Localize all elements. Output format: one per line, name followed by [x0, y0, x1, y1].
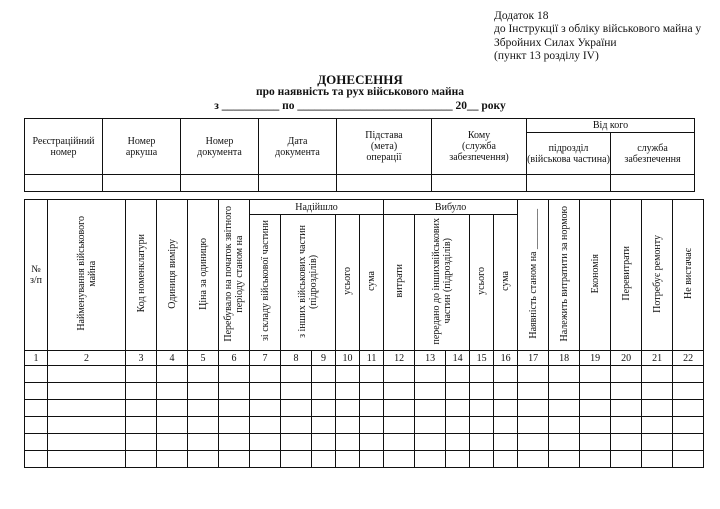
column-number: 6	[219, 351, 250, 366]
column-number: 20	[611, 351, 642, 366]
table-cell	[360, 400, 384, 417]
table-cell	[518, 451, 549, 468]
table-row	[25, 451, 704, 468]
table-cell	[673, 400, 704, 417]
document-info-table	[24, 118, 695, 192]
table-cell	[360, 366, 384, 383]
table-cell	[157, 434, 188, 451]
table-cell	[518, 400, 549, 417]
table-cell	[360, 434, 384, 451]
table-cell	[25, 434, 48, 451]
table-cell	[384, 366, 415, 383]
col-header-transferred: передано до іншихвійськових частин (підрозділів)	[431, 217, 454, 345]
table-cell	[673, 417, 704, 434]
report-period: з __________ по ___________________________ 20__ року	[214, 100, 506, 112]
table-cell	[126, 366, 157, 383]
table-cell	[673, 366, 704, 383]
table-cell	[446, 383, 470, 400]
table-cell	[527, 175, 611, 192]
table-cell	[250, 434, 281, 451]
column-number: 10	[336, 351, 360, 366]
table-cell	[611, 175, 695, 192]
column-number: 8	[281, 351, 312, 366]
table-cell	[250, 383, 281, 400]
table-cell	[312, 383, 336, 400]
table-cell	[48, 383, 126, 400]
col-header-sum-in: сума	[366, 271, 378, 291]
table-cell	[48, 366, 126, 383]
header-subdivision: підрозділ (військова частина)	[527, 133, 611, 175]
col-header-from-other: з інших військових частин (підрозділів)	[297, 224, 319, 338]
header-from-whom: Від кого	[527, 119, 695, 133]
table-cell	[432, 175, 527, 192]
table-cell	[126, 417, 157, 434]
table-cell	[312, 400, 336, 417]
table-cell	[494, 366, 518, 383]
table-cell	[250, 451, 281, 468]
table-cell	[580, 366, 611, 383]
table-cell	[281, 383, 312, 400]
appendix-line: (пункт 13 розділу IV)	[494, 49, 599, 62]
table-cell	[250, 417, 281, 434]
table-cell	[336, 366, 360, 383]
table-cell	[470, 400, 494, 417]
table-cell	[673, 383, 704, 400]
column-number: 7	[250, 351, 281, 366]
column-number: 19	[580, 351, 611, 366]
table-cell	[446, 400, 470, 417]
col-header-needs-repair: Потребує ремонту	[651, 234, 663, 313]
table-cell	[518, 383, 549, 400]
col-header-total-out: усього	[476, 267, 488, 295]
col-header-was: Перебувало на початок звітного періоду станом на	[223, 205, 245, 342]
table-cell	[157, 417, 188, 434]
table-cell	[336, 417, 360, 434]
table-cell	[25, 366, 48, 383]
col-header-total-in: усього	[342, 267, 353, 295]
column-number: 3	[126, 351, 157, 366]
table-cell	[611, 417, 642, 434]
table-cell	[188, 434, 219, 451]
table-cell	[518, 417, 549, 434]
table-cell	[336, 451, 360, 468]
table-cell	[549, 451, 580, 468]
table-cell	[337, 175, 432, 192]
table-cell	[384, 434, 415, 451]
table-row	[25, 417, 704, 434]
table-cell	[25, 400, 48, 417]
table-cell	[494, 451, 518, 468]
column-number: 15	[470, 351, 494, 366]
table-cell	[25, 175, 103, 192]
appendix-line: до Інструкції з обліку військового майна у	[494, 23, 702, 36]
table-cell	[219, 366, 250, 383]
table-cell	[580, 383, 611, 400]
column-number-row	[25, 351, 704, 366]
col-header-economy: Економія	[589, 253, 601, 294]
table-cell	[48, 400, 126, 417]
table-cell	[611, 366, 642, 383]
col-header-departed: Вибуло	[384, 200, 518, 215]
col-header-missing: Не вистачає	[682, 248, 694, 299]
table-cell	[360, 383, 384, 400]
document-title: ДОНЕСЕННЯ	[317, 72, 403, 87]
table-row	[25, 366, 704, 383]
col-header-unit: Одиниця виміру	[166, 238, 178, 309]
table-cell	[281, 366, 312, 383]
table-cell	[642, 383, 673, 400]
table-cell	[312, 434, 336, 451]
table-cell	[360, 451, 384, 468]
table-cell	[549, 400, 580, 417]
table-cell	[219, 400, 250, 417]
table-cell	[642, 451, 673, 468]
table-cell	[126, 400, 157, 417]
table-cell	[157, 451, 188, 468]
table-cell	[611, 434, 642, 451]
table-cell	[415, 451, 446, 468]
table-cell	[642, 417, 673, 434]
table-cell	[580, 451, 611, 468]
table-cell	[470, 366, 494, 383]
header-supply-service: служба забезпечення	[611, 133, 695, 175]
header-doc-date: Дата документа	[259, 119, 337, 175]
header-to-whom: Кому (служба забезпечення)	[432, 119, 527, 175]
col-header-received: Надійшло	[250, 200, 384, 215]
table-cell	[384, 417, 415, 434]
col-header-code: Код номенклатури	[135, 234, 147, 313]
table-cell	[312, 417, 336, 434]
table-cell	[470, 451, 494, 468]
table-cell	[281, 451, 312, 468]
column-number: 17	[518, 351, 549, 366]
col-header-to-write-off: Належить витратити за нормою	[558, 205, 570, 342]
table-cell	[415, 417, 446, 434]
column-number: 18	[549, 351, 580, 366]
table-cell	[312, 451, 336, 468]
table-cell	[281, 434, 312, 451]
table-cell	[580, 400, 611, 417]
column-number: 21	[642, 351, 673, 366]
table-row	[25, 400, 704, 417]
column-number: 9	[312, 351, 336, 366]
table-cell	[470, 417, 494, 434]
header-sheet-number: Номер аркуша	[103, 119, 181, 175]
col-header-overspend: Перевитрати	[620, 246, 632, 301]
col-header-name: Найменування військового майна	[75, 216, 98, 331]
table-cell	[642, 366, 673, 383]
table-cell	[470, 383, 494, 400]
col-header-expenses: витрати	[393, 264, 405, 298]
table-cell	[126, 383, 157, 400]
table-cell	[549, 417, 580, 434]
table-row	[25, 434, 704, 451]
table-cell	[494, 383, 518, 400]
table-cell	[446, 417, 470, 434]
table-cell	[126, 451, 157, 468]
column-number: 1	[25, 351, 48, 366]
table-cell	[157, 383, 188, 400]
table-cell	[611, 400, 642, 417]
document-subtitle: про наявність та рух військового майна	[255, 86, 465, 98]
table-row	[25, 383, 704, 400]
table-cell	[336, 400, 360, 417]
table-cell	[250, 400, 281, 417]
table-cell	[25, 451, 48, 468]
table-cell	[673, 434, 704, 451]
column-number: 14	[446, 351, 470, 366]
column-number: 2	[48, 351, 126, 366]
table-cell	[415, 366, 446, 383]
table-cell	[549, 434, 580, 451]
table-cell	[48, 434, 126, 451]
table-cell	[494, 417, 518, 434]
column-number: 11	[360, 351, 384, 366]
table-cell	[470, 434, 494, 451]
table-cell	[25, 383, 48, 400]
table-cell	[446, 434, 470, 451]
column-number: 4	[157, 351, 188, 366]
table-cell	[188, 400, 219, 417]
table-cell	[549, 366, 580, 383]
table-cell	[360, 417, 384, 434]
table-cell	[384, 400, 415, 417]
table-cell	[48, 417, 126, 434]
table-cell	[494, 400, 518, 417]
header-basis: Підстава (мета) операції	[337, 119, 432, 175]
column-number: 16	[494, 351, 518, 366]
table-cell	[580, 434, 611, 451]
table-cell	[611, 383, 642, 400]
appendix-line: Збройних Силах України	[494, 36, 617, 49]
table-cell	[384, 383, 415, 400]
table-cell	[181, 175, 259, 192]
inventory-table	[24, 199, 704, 468]
col-header-num: № з/п	[25, 200, 48, 351]
table-cell	[518, 366, 549, 383]
column-number: 5	[188, 351, 219, 366]
table-cell	[336, 383, 360, 400]
table-cell	[415, 383, 446, 400]
col-header-from-unit: зі складу військової частини	[259, 220, 271, 342]
table-cell	[549, 383, 580, 400]
table-cell	[673, 451, 704, 468]
table-cell	[281, 417, 312, 434]
table-cell	[188, 383, 219, 400]
header-doc-number: Номер документа	[181, 119, 259, 175]
table-cell	[281, 400, 312, 417]
table-cell	[188, 451, 219, 468]
column-number: 12	[384, 351, 415, 366]
table-cell	[384, 451, 415, 468]
table-cell	[103, 175, 181, 192]
column-number: 13	[415, 351, 446, 366]
table-cell	[580, 417, 611, 434]
table-cell	[642, 400, 673, 417]
table-cell	[518, 434, 549, 451]
table-cell	[126, 434, 157, 451]
table-cell	[446, 451, 470, 468]
col-header-price: Ціна за одиницю	[197, 237, 209, 310]
table-cell	[642, 434, 673, 451]
table-cell	[188, 366, 219, 383]
table-cell	[312, 366, 336, 383]
appendix-line: Додаток 18	[494, 10, 549, 22]
table-cell	[48, 451, 126, 468]
table-cell	[446, 366, 470, 383]
table-cell	[415, 400, 446, 417]
table-cell	[611, 451, 642, 468]
table-cell	[336, 434, 360, 451]
header-reg-number: Реєстраційний номер	[25, 119, 103, 175]
table-cell	[157, 366, 188, 383]
table-cell	[25, 417, 48, 434]
table-cell	[157, 400, 188, 417]
table-cell	[188, 417, 219, 434]
col-header-sum-out: сума	[500, 271, 512, 291]
appendix-note	[494, 10, 716, 63]
table-cell	[219, 434, 250, 451]
table-cell	[259, 175, 337, 192]
table-cell	[219, 417, 250, 434]
table-cell	[250, 366, 281, 383]
table-cell	[415, 434, 446, 451]
table-cell	[494, 434, 518, 451]
table-cell	[219, 383, 250, 400]
column-number: 22	[673, 351, 704, 366]
col-header-availability: Наявність станом на ________	[527, 208, 539, 339]
table-cell	[219, 451, 250, 468]
